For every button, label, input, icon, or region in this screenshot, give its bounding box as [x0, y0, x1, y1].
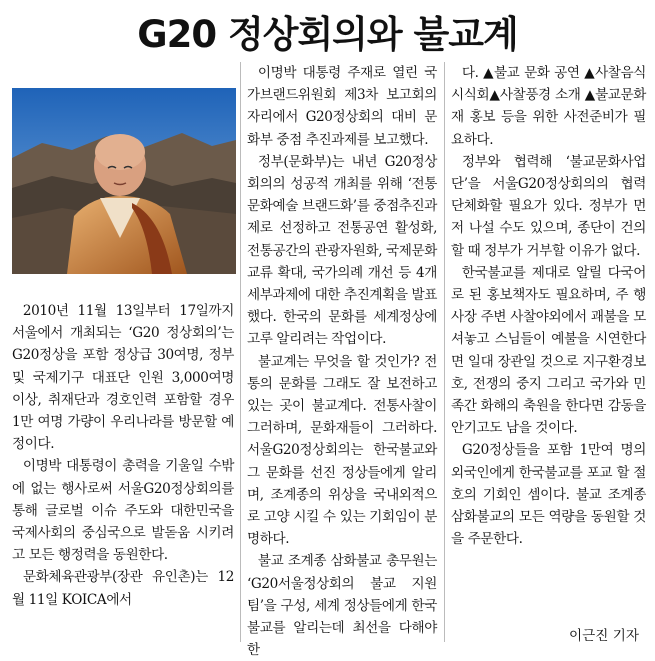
paragraph: G20정상들을 포함 1만여 명의 외국인에게 한국불교를 포교 할 절호의 기회인 셈이다. 불교 조계종 삼화불교의 모든 역량을 동원할 것을 주문한다. [451, 442, 646, 548]
paragraph: 이명박 대통령이 총력을 기울일 수밖에 없는 행사로써 서울G20정상회의를 통해 글로벌 이슈 주도와 대한민국을 국제사회의 중심국으로 발돋움 시키려고 모든 행정력을 동원한다. [12, 458, 234, 564]
paragraph: 불교계는 무엇을 할 것인가? 전통의 문화를 그래도 잘 보전하고 있는 곳이 불교계다. 전통사찰이 그러하며, 문화재들이 그러하다. 서울G20정상회의는 한국불교와 그 문화를 선진 정상들에게 알리며, 조계종의 위상을 국내외적으로 고양 시킬 수 있는 기회임이 분명하다. [247, 353, 437, 548]
monk-portrait-photo [12, 88, 236, 274]
article-column-1 [12, 300, 234, 611]
column-divider [240, 62, 241, 642]
article-column-3 [451, 62, 646, 550]
paragraph: 정부와 협력해 ‘불교문화사업단’을 서울G20정상회의의 협력 단체화할 필요가 있다. 정부가 먼저 나설 수도 있으며, 종단이 건의할 때 정부가 거부할 이유가 없다. [451, 153, 646, 259]
paragraph: 한국불교를 제대로 알릴 다국어로 된 홍보책자도 필요하며, 주 행사장 주변 사찰야외에서 괘불을 모셔놓고 스님들이 예불을 시연한다면 일대 장관일 것으로 지구환경보호, 전쟁의 중지 그리고 국가와 민족간 화해의 축원을 한다면 감동을 안기고도 남을 것이다. [451, 264, 646, 437]
article-headline: G20 정상회의와 불교계 [137, 13, 518, 56]
article-column-2 [247, 62, 437, 661]
paragraph: 문화체육관광부(장관 유인촌)는 12월 11일 KOICA에서 [12, 569, 234, 608]
paragraph: 불교 조계종 삼화불교 총무원는 ‘G20서울정상회의 불교 지원팀’을 구성, 세계 정상들에게 한국불교를 알리는데 최선을 다해야 한 [247, 553, 437, 659]
paragraph: 정부(문화부)는 내년 G20정상회의의 성공적 개최를 위해 ‘전통문화예술 브랜드화’를 중점추진과제로 선정하고 전통공연 활성화, 전통공간의 관광자원화, 국제문화교류 확대, 국가의례 개선 등 4개 세부과제에 대한 추진계획을 발표했다. 한국의 문화를 세계정상에 고루 알리려는 작업이다. [247, 153, 438, 348]
monk-portrait-icon [12, 88, 236, 274]
paragraph: 이명박 대통령 주재로 열린 국가브랜드위원회 제3차 보고회의 자리에서 G20정상회의 대비 문화부 중점 추진과제를 보고했다. [247, 65, 437, 148]
column-divider [444, 62, 445, 642]
reporter-byline: 이근진 기자 [569, 628, 639, 644]
paragraph: 다. ▲불교 문화 공연 ▲사찰음식 시식회▲사찰풍경 소개 ▲불교문화재 홍보 등을 위한 사전준비가 필요하다. [451, 65, 646, 148]
paragraph: 2010년 11월 13일부터 17일까지 서울에서 개최되는 ‘G20 정상회의’는 G20정상을 포함 정상급 30여명, 정부 및 국제기구 대표단 인원 3,000여명 이상, 취재단과 경호인력 포함할 경우 1만 여명 가량이 우리나라를 방문할 예정이다. [12, 303, 234, 453]
